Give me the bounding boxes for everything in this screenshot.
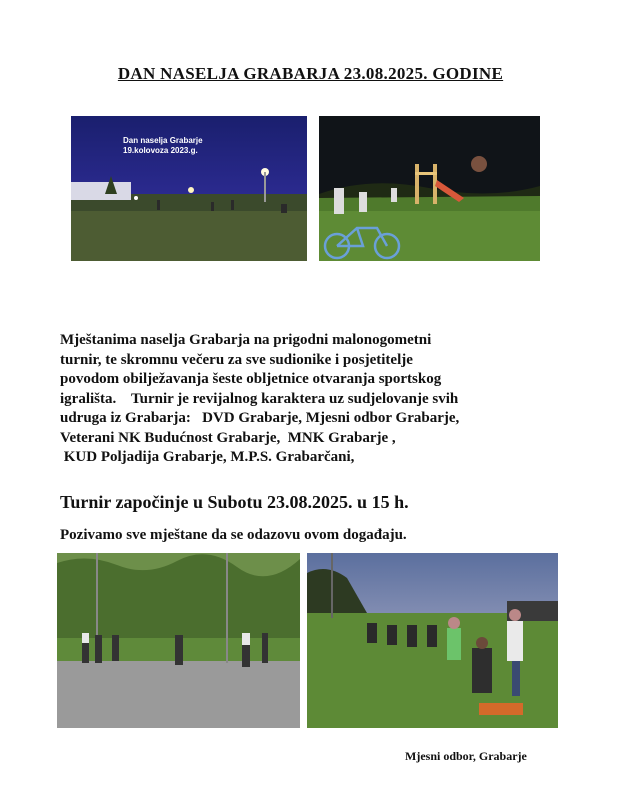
body-line: povodom obilježavanja šeste obljetnice otvaranja sportskog (60, 371, 442, 387)
photo-caption: Dan naselja Grabarje 19.kolovoza 2023.g. (123, 136, 203, 155)
body-line: igrališta. Turnir je revijalnog karaktera uz sudjelovanje svih (60, 390, 459, 407)
body-line: Mještanima naselja Grabarja na prigodni malonogometni (60, 332, 432, 348)
body-line: KUD Poljadija Grabarje, M.P.S. Grabarčani, (60, 449, 355, 465)
photo-football-court (57, 553, 300, 728)
body-line: turnir, te skromnu večeru za sve sudionike i posjetitelje (60, 351, 413, 368)
invitation-line: Pozivamo sve mještane da se odazovu ovom događaju. (60, 527, 407, 543)
body-paragraph (60, 331, 580, 468)
photo-playground-night (319, 116, 540, 261)
body-line: Veterani NK Budućnost Grabarje, MNK Grabarje , (60, 429, 396, 446)
body-line: udruga iz Grabarja: DVD Grabarje, Mjesni odbor Grabarje, (60, 410, 460, 426)
photo-spectators (307, 553, 558, 728)
tournament-start: Turnir započinje u Subotu 23.08.2025. u 15 h. (60, 492, 409, 512)
photo-night-event (71, 116, 307, 261)
document-title: DAN NASELJA GRABARJA 23.08.2025. GODINE (117, 64, 504, 83)
signature: Mjesni odbor, Grabarje (405, 749, 527, 763)
